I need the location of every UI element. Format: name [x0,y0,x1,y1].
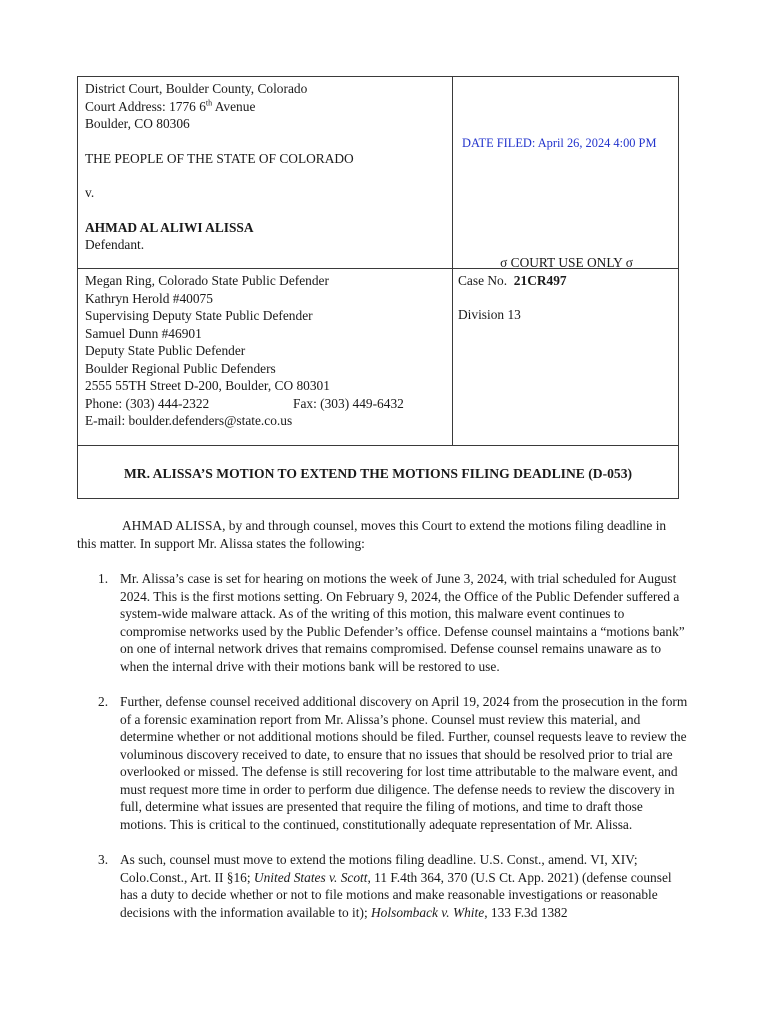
court-city: Boulder, CO 80306 [85,116,190,131]
case-caption-table [77,76,679,499]
defendant-label: Defendant. [85,237,145,252]
list-item: 1. Mr. Alissa’s case is set for hearing on motions the week of June 3, 2024, with trial scheduled for August 2024. This is the first motions setting. On February 9, 2024, the Office of the Public Defender suffered a system-wide malware attack. As of the writing of this motion, this malware event continues to compromise networks used by the Public Defender’s office. Defense counsel maintains a “motions bank” on one of internal network drives that remains compromised. Defense counsel remains unaware as to when the internal drive with their motions bank will be restored to use. [98,571,685,674]
counsel-line: 2555 55TH Street D-200, Boulder, CO 80301 [85,378,330,393]
phone-number: Phone: (303) 444-2322 [85,395,210,411]
email-address: E-mail: boulder.defenders@state.co.us [85,413,293,428]
list-item: 2. Further, defense counsel received additional discovery on April 19, 2024 from the prosecution in the form of a forensic examination report from Mr. Alissa’s phone. Counsel must review this material, and determine whether or not additional motions should be filed. Further, counsel requests leave to review the voluminous discovery received to date, to ensure that no issues that should be resolved prior to trial are overlooked or missed. The defense is still recovering for lost time attributable to the malware event, and must request more time in order to perform due diligence. The defense needs to review the discovery in full, determine what issues are presented that require the filing of motions, and time to draft those motions. This is critical to the continued, constitutionally adequate representation of Mr. Alissa. [98,694,688,832]
division: Division 13 [458,307,521,322]
intro-paragraph: AHMAD ALISSA, by and through counsel, moves this Court to extend the motions filing deadline in this matter. In support Mr. Alissa states the following: [77,518,667,551]
counsel-line: Deputy State Public Defender [85,343,246,358]
counsel-line: Boulder Regional Public Defenders [85,360,276,376]
counsel-block [85,272,445,430]
date-filed-stamp: DATE FILED: April 26, 2024 4:00 PM [462,136,657,150]
counsel-line: Kathryn Herold #40075 [85,290,213,306]
plaintiff-name: THE PEOPLE OF THE STATE OF COLORADO [85,151,354,166]
defendant-name: AHMAD AL ALIWI ALISSA [85,220,254,235]
court-address: Court Address: 1776 6th Avenue [85,98,256,114]
list-item: 3. As such, counsel must move to extend the motions filing deadline. U.S. Const., amend. VI, XIV; Colo.Const., Art. II §16; United States v. Scott, 11 F.4th 364, 370 (U.S Ct. App. 2021) (defense counsel has a duty to decide whether or not to file motions and make reasonable investigations or reasonable decisions with the information available to it); Holsomback v. White, 133 F.3d 1382 [98,852,672,920]
motion-title: MR. ALISSA’S MOTION TO EXTEND THE MOTIONS FILING DEADLINE (D-053) [123,466,633,481]
counsel-line: Samuel Dunn #46901 [85,325,202,341]
court-info [85,80,445,133]
counsel-line: Supervising Deputy State Public Defender [85,308,313,323]
court-use-only: σ COURT USE ONLY σ [500,255,633,270]
caption-divider-lower [78,445,678,446]
case-citation: Holsomback v. White [371,904,485,920]
counsel-line: Megan Ring, Colorado State Public Defender [85,273,329,288]
case-number: Case No. 21CR497 [458,273,567,288]
versus-label: v. [85,185,95,200]
numbered-points [77,570,690,939]
court-name: District Court, Boulder County, Colorado [85,81,308,96]
phone-fax-row [85,395,445,413]
fax-number: Fax: (303) 449-6432 [293,395,404,411]
case-citation: United States v. Scott [253,869,368,885]
